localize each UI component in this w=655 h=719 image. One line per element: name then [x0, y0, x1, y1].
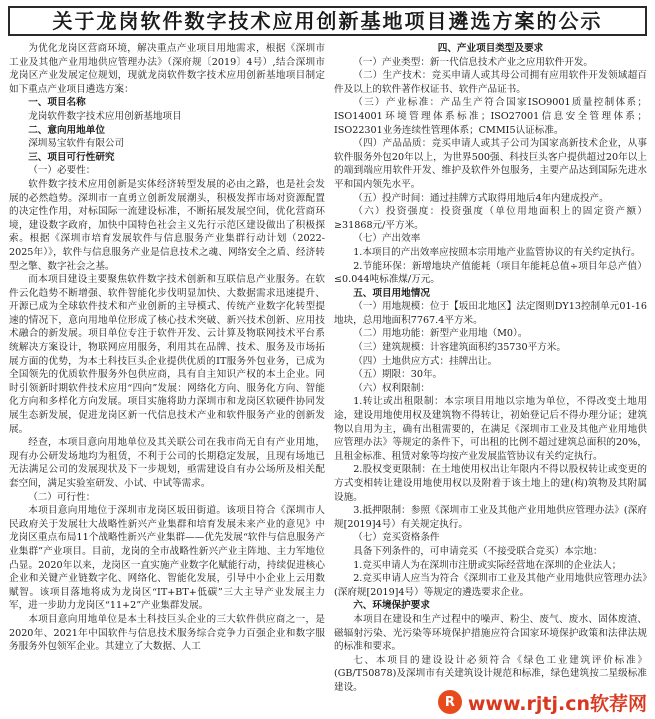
paragraph: 本项目在建设和生产过程中的噪声、粉尘、废气、废水、固体废渣、磁辐射污染、光污染等环境保护措施应符合国家环境保护政策和法律法规的标准和要求。: [334, 613, 647, 653]
paragraph: 七、本项目的建设设计必须符合《绿色工业建筑评价标准》(GB/T50878)及深圳市有关建筑设计规范和标准，绿色建筑按二星级标准建设。: [334, 654, 647, 693]
paragraph: （五）期限：30年。: [353, 369, 443, 381]
section-heading: 四、产业项目类型及要求: [437, 43, 544, 54]
paragraph: 经查，本项目意向用地单位及其关联公司在我市尚无自有产业用地，现有办公研发场地均为租赁，不利于公司的长期稳定发展，且现有场地已无法满足公司的发展现状及下一步规划，亟需建设自有办公场所及相关配套空间，满足实验室研发、小试、中试等需求。: [9, 437, 325, 489]
section-heading: 一、项目名称: [28, 97, 86, 109]
paragraph: （七）产出效率: [353, 233, 421, 245]
section-heading: 二、意向用地单位: [28, 124, 105, 136]
watermark-text: www.rjtj.cn软荐网: [466, 689, 649, 716]
paragraph: （五）投产时间：通过挂牌方式取得用地后4年内建成投产。: [353, 192, 609, 204]
paragraph: （七）竞买资格条件: [353, 532, 440, 544]
paragraph: 1.转让或出租限制：本宗项目用地以宗地为单位，不得改变土地用途，建设用地使用权及建筑物不得转让，初始登记后不得办理分证；建筑物以自用为主，确有出租需要的，在满足《深圳市工业及其他产业用地供应管理办法》等规定的条件下，可出租的比例不超过建筑总面积的20%，且租金标准、租赁对象等均按产业发展监管协议有关约定执行。: [334, 396, 647, 462]
paragraph: （二）生产技术：竞买申请人或其母公司拥有应用软件开发领域超百件及以上的软件著作权证书、软件产品证书。: [334, 70, 647, 95]
left-column: [9, 42, 325, 719]
paragraph: 本项目意向用地单位是本土科技巨头企业的三大软件供应商之一，是2020年、2021年中国软件与信息技术服务综合竞争力百强企业和数字服务服务外包领军企业。其建立了大数据、人工: [9, 613, 325, 653]
paragraph: 本项目意向用地位于深圳市龙岗区坂田街道。该项目符合《深圳市人民政府关于发展壮大战略性新兴产业集群和培育发展未来产业的意见》中龙岗区重点布局11个战略性新兴产业集群——优先发展“软件与信息服务产业集群”产业项目。目前，龙岗的全市战略性新兴产业主阵地、主力军地位凸显。2020年以来，龙岗区一直实施产业数字化赋能行动，持续促进核心企业和关键产业链数字化、网络化、智能化发展，引导中小企业上云用数赋智。该项目落地将成为龙岗区“IT+BT+低碳”三大主导产业发展主力军，进一步助力龙岗区“11+2”产业集群发展。: [9, 505, 325, 612]
paragraph: （二）用地功能：新型产业用地（M0）。: [353, 328, 528, 340]
paragraph: （一）必要性：: [28, 165, 96, 177]
paragraph: （一）用地规模：位于【坂田北地区】法定图则DY13控制单元01-16地块，总用地面积7767.4平方米。: [334, 301, 647, 326]
paragraph: （四）产品品质：竞买申请人或其子公司为国家高新技术企业，从事软件服务外包20年以上，为世界500强、科技巨头客户提供超过20年以上的端到端应用软件开发、维护及软件外包服务，主要产品达到国际先进水平和国内领先水平。: [334, 138, 647, 190]
paragraph: 而本项目建设主要聚焦软件数字技术创新和互联信息产业服务。在软件云化趋势不断增强、软件智能化步伐明显加快、大数据需求迅速提升、开源已成为全球软件技术和产业创新的主导模式、传统产业数字化转型提速的情况下，意向用地单位形成了核心技术突破、新兴技术创新、应用技术融合的新发展。项目单位专注于软件开发、云计算及物联网技术平台系统解决方案设计，物联网应用服务，利用其在品牌、技术、服务及市场拓展方面的优势，为本土科技巨头企业提供优质的IT服务外包业务，已成为全国领先的优质软件服务外包供应商，具有自主知识产权的本土企业。同时引领新时期软件技术应用“四向”发展：网络化方向、服务化方向、智能化方向和多样化方向发展。项目实施将助力深圳市和龙岗区软硬件协同发展生态新发展，促进龙岗区新一代信息技术产业和软件服务产业的创新发展。: [9, 274, 325, 435]
page-title: 关于龙岗软件数字技术应用创新基地项目遴选方案的公示: [8, 6, 647, 36]
paragraph: （四）土地供应方式：挂牌出让。: [353, 355, 498, 367]
watermark: [438, 689, 649, 715]
paragraph: 龙岗软件数字技术应用创新基地项目: [28, 110, 182, 122]
paragraph: （二）可行性：: [28, 491, 96, 503]
paragraph: 1.本项目的产出效率应按照本宗用地产业监管协议的有关约定执行。: [353, 246, 641, 258]
paragraph: 2.节能环保：新增地块产值能耗（项目年能耗总值÷项目年总产值）≤0.044吨标准煤/万元。: [334, 260, 647, 286]
paragraph: 3.抵押限制：参照《深圳市工业及其他产业用地供应管理办法》(深府规[2019]4号）有关规定执行。: [334, 505, 647, 530]
paragraph: （三）建筑规模：计容建筑面积约35730平方米。: [353, 342, 566, 354]
watermark-logo-icon: R: [438, 690, 462, 714]
paragraph: （三）产业标准：产品生产符合国家ISO9001质量控制体系；ISO14001环境管理体系标准；ISO27001信息安全管理体系；ISO22301业务连续性管理体系；CMMI5认证标准。: [334, 97, 647, 136]
paragraph: （一）产业类型：新一代信息技术产业之应用软件开发。: [353, 56, 594, 68]
paragraph: 具备下列条件的，可申请竞买（不接受联合竞买）本宗地：: [353, 545, 603, 557]
section-heading: 三、项目可行性研究: [28, 151, 115, 163]
paragraph: 为优化龙岗区营商环境，解决重点产业项目用地需求，根据《深圳市工业及其他产业用地供应管理办法》（深府规〔2019〕4号）,结合深圳市龙岗区产业发展定位规划，现就龙岗软件数字技术应用创新基地项目制定如下重点产业项目遴选方案：: [9, 43, 325, 95]
paragraph: （六）投资强度：投资强度（单位用地面积上的固定资产额）≥31868元/平方米。: [334, 206, 647, 231]
paragraph: 1.竞买申请人为在深圳市注册或实际经营地在深圳的企业法人；: [353, 559, 622, 571]
section-heading: 五、项目用地情况: [353, 287, 430, 299]
paragraph: （六）权利限制：: [353, 382, 430, 394]
paragraph: 2.股权变更限制：在土地使用权出让年限内不得以股权转让或变更的方式变相转让建设用地使用权以及附着于该土地上的建(构)筑物及其附属设施。: [334, 464, 647, 503]
paragraph: 软件数字技术应用创新是实体经济转型发展的必由之路，也是社会发展的必然趋势。深圳市一直勇立创新发展潮头，积极发挥市场对资源配置的决定性作用，对标国际一流建设标准，不断拓展发展空间，优化营商环境，建设数字政府，加快中国特色社会主义先行示范区建设做出了积极探索。根据《深圳市培育发展软件与信息服务产业集群行动计划（2022-2025年）》，软件与信息服务产业是信息技术之魂、网络安全之盾、经济转型之擎、数字社会之基。: [9, 178, 325, 272]
paragraph: 深圳易宝软件有限公司: [28, 138, 125, 150]
section-heading: 六、环境保护要求: [353, 600, 430, 612]
paragraph: 2.竞买申请人应当为符合《深圳市工业及其他产业用地供应管理办法》(深府规[2019]4号）等规定的遴选要求企业。: [334, 573, 647, 598]
right-column: [334, 42, 647, 719]
